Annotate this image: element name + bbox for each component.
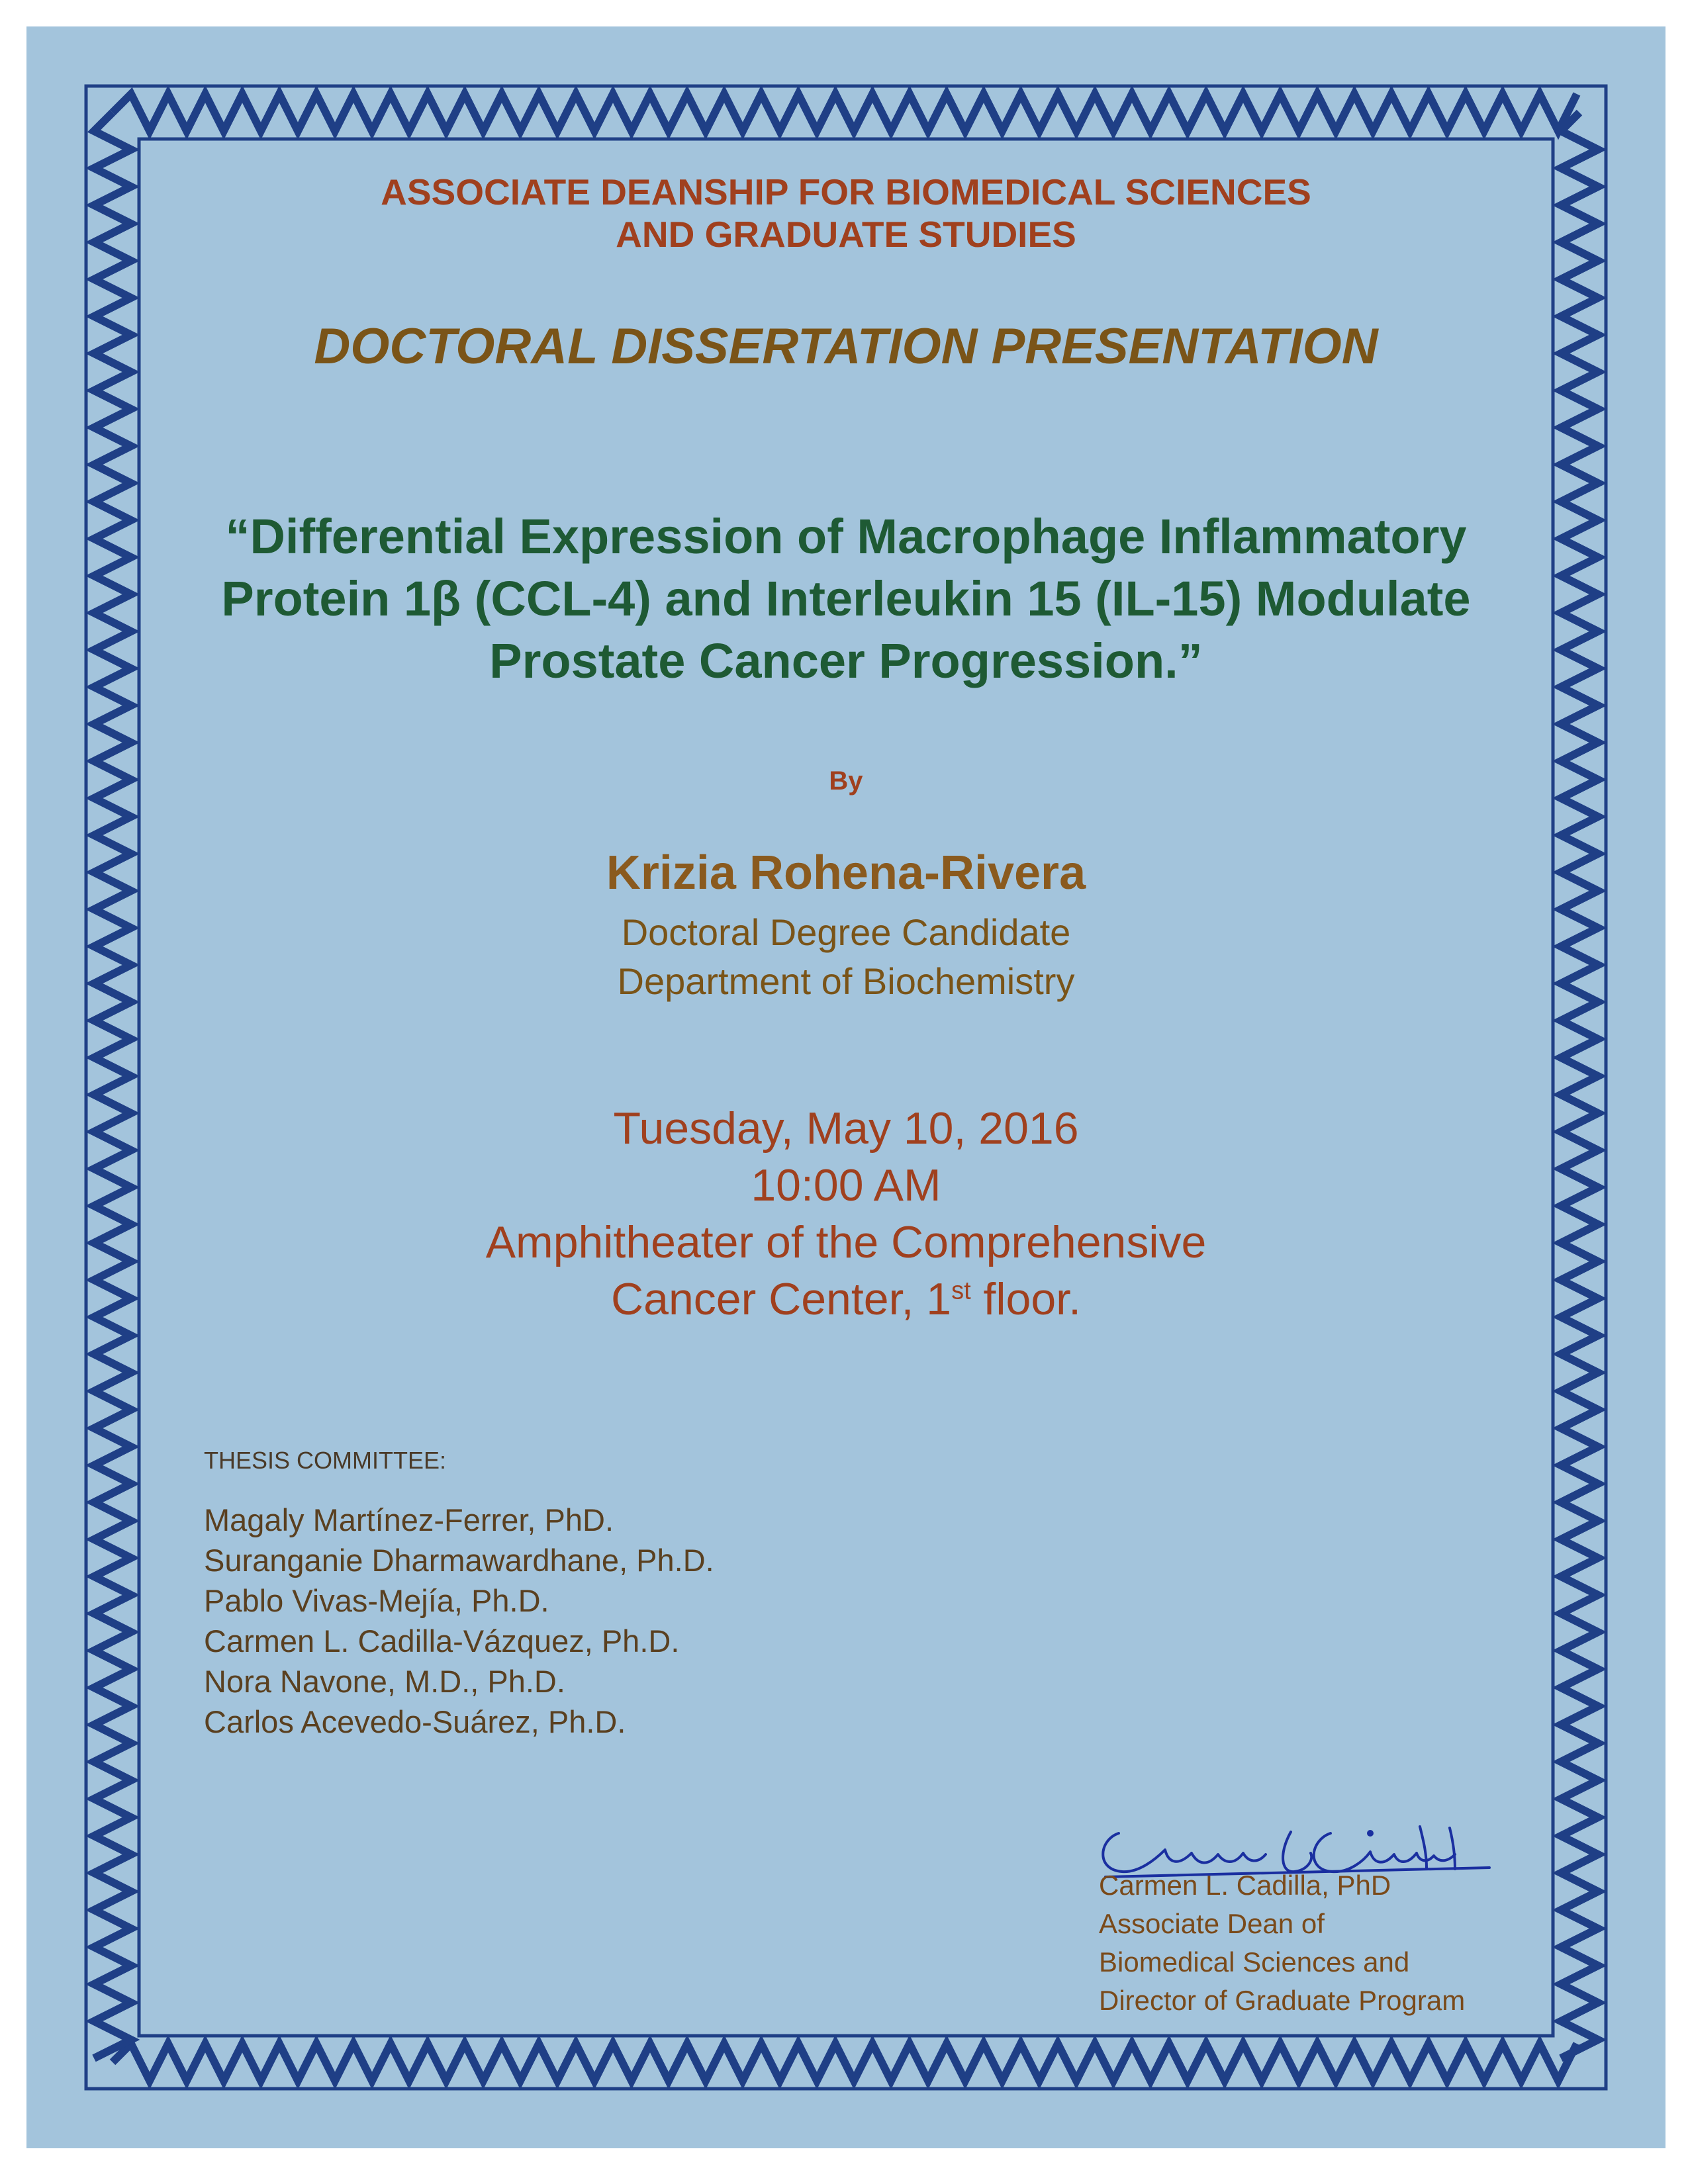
- committee-member: Nora Navone, M.D., Ph.D.: [204, 1664, 565, 1699]
- candidate-name: Krizia Rohena-Rivera: [606, 846, 1086, 899]
- header-line-2: AND GRADUATE STUDIES: [616, 214, 1076, 255]
- signatory-name: Carmen L. Cadilla, PhD: [1099, 1870, 1391, 1901]
- signatory-title-line-3: Director of Graduate Program: [1099, 1985, 1466, 2016]
- committee-list: [204, 1500, 714, 1742]
- signatory-title-line-2: Biomedical Sciences and: [1099, 1946, 1410, 1978]
- event-venue-line-2: Cancer Center, 1st floor.: [611, 1274, 1081, 1324]
- committee-member: Suranganie Dharmawardhane, Ph.D.: [204, 1543, 714, 1578]
- signatory-title-line-1: Associate Dean of: [1099, 1908, 1325, 1939]
- candidate-role: Doctoral Degree Candidate: [621, 911, 1071, 953]
- event-venue-line-1: Amphitheater of the Comprehensive: [485, 1217, 1207, 1267]
- committee-heading: THESIS COMMITTEE:: [204, 1447, 447, 1474]
- by-label: By: [829, 766, 863, 796]
- thesis-title-line-3: Prostate Cancer Progression.”: [489, 633, 1203, 688]
- committee-member: Magaly Martínez-Ferrer, PhD.: [204, 1502, 614, 1537]
- event-time: 10:00 AM: [751, 1160, 941, 1210]
- committee-member: Pablo Vivas-Mejía, Ph.D.: [204, 1583, 549, 1618]
- thesis-title-line-1: “Differential Expression of Macrophage Inflammatory: [225, 509, 1467, 564]
- committee-member: Carmen L. Cadilla-Vázquez, Ph.D.: [204, 1623, 680, 1659]
- presentation-title: DOCTORAL DISSERTATION PRESENTATION: [314, 318, 1378, 375]
- flyer-page: [26, 26, 1665, 2148]
- event-date: Tuesday, May 10, 2016: [613, 1103, 1079, 1154]
- candidate-department: Department of Biochemistry: [617, 960, 1075, 1002]
- committee-member: Carlos Acevedo-Suárez, Ph.D.: [204, 1704, 626, 1739]
- header-line-1: ASSOCIATE DEANSHIP FOR BIOMEDICAL SCIENCES: [381, 171, 1311, 212]
- thesis-title-line-2: Protein 1β (CCL-4) and Interleukin 15 (IL-15) Modulate: [221, 571, 1471, 626]
